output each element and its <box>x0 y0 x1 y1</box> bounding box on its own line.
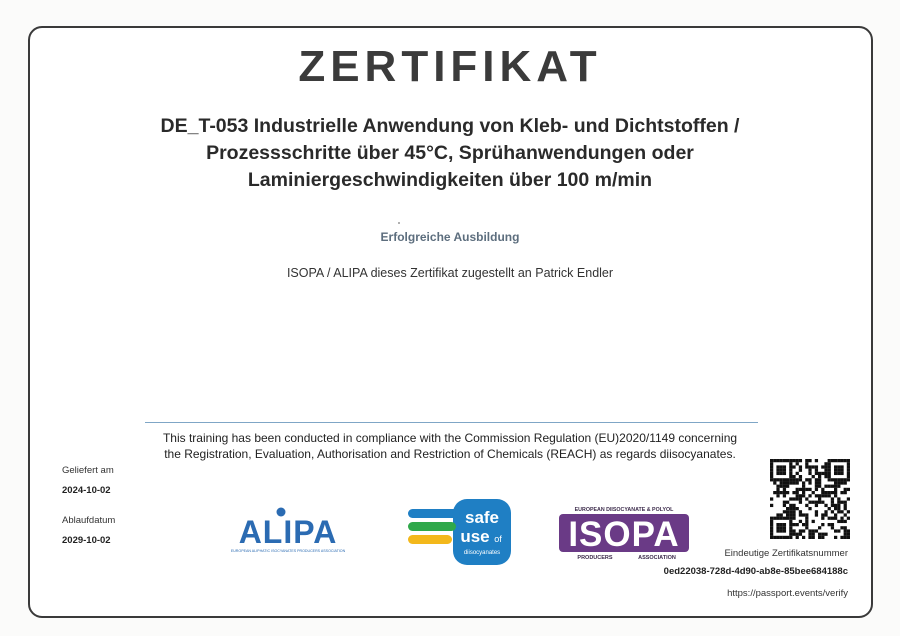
safe-use-logo <box>405 497 513 569</box>
isopa-association-text: ASSOCIATION <box>638 555 676 561</box>
safe-use-stripe-blue <box>408 509 460 518</box>
delivered-label: Geliefert am <box>62 465 114 476</box>
certificate-number-label: Eindeutige Zertifikatsnummer <box>724 548 848 559</box>
safe-use-word-diisocyanates: diisocyanates <box>463 550 501 556</box>
expiry-label: Ablaufdatum <box>62 515 116 526</box>
alipa-wordmark: ALIPA <box>238 514 338 550</box>
expiry-date: 2029-10-02 <box>62 535 111 546</box>
compliance-statement <box>135 430 765 462</box>
alipa-tagline: EUROPEAN ALIPHATIC ISOCYANATES PRODUCERS ASSOCIATION <box>230 549 346 553</box>
certificate-title: ZERTIFIKAT <box>298 42 602 91</box>
safe-use-word-use: use <box>460 527 490 546</box>
course-title-line-1: DE_T-053 Industrielle Anwendung von Kleb- und Dichtstoffen / <box>160 115 740 137</box>
verification-url[interactable]: https://passport.events/verify <box>727 588 848 599</box>
qr-code-icon <box>770 459 850 539</box>
certificate-number: 0ed22038-728d-4d90-ab8e-85bee684188c <box>663 566 848 577</box>
compliance-line-1: This training has been conducted in compliance with the Commission Regulation (EU)2020/1149 concerning <box>162 431 738 445</box>
alipa-logo-graphic <box>226 505 350 555</box>
isopa-logo <box>557 505 691 561</box>
safe-use-word-safe: safe <box>464 508 500 527</box>
compliance-line-2: the Registration, Evaluation, Authorisation and Restriction of Chemicals (REACH) as regards diisocyanates. <box>164 447 736 461</box>
isopa-producers-text: PRODUCERS <box>577 555 613 561</box>
scan-speck <box>398 222 400 224</box>
safe-use-logo-graphic <box>405 497 513 569</box>
safe-use-stripe-green <box>408 522 456 531</box>
course-title <box>100 113 800 194</box>
recipient-statement: ISOPA / ALIPA dieses Zertifikat zugestellt an Patrick Endler <box>286 266 614 280</box>
course-title-line-3: Laminiergeschwindigkeiten über 100 m/min <box>247 169 653 191</box>
safe-use-word-of: of <box>494 534 502 544</box>
course-title-line-2: Prozessschritte über 45°C, Sprühanwendungen oder <box>206 142 694 164</box>
divider-line <box>145 422 758 423</box>
alipa-logo <box>226 505 350 555</box>
success-caption: Erfolgreiche Ausbildung <box>380 230 520 244</box>
isopa-top-text: EUROPEAN DIISOCYANATE & POLYOL <box>574 507 674 513</box>
verification-qr-code[interactable] <box>770 459 850 544</box>
isopa-wordmark: ISOPA <box>568 515 680 554</box>
isopa-logo-graphic <box>557 505 691 561</box>
safe-use-stripe-yellow <box>408 535 452 544</box>
delivered-date: 2024-10-02 <box>62 485 111 496</box>
